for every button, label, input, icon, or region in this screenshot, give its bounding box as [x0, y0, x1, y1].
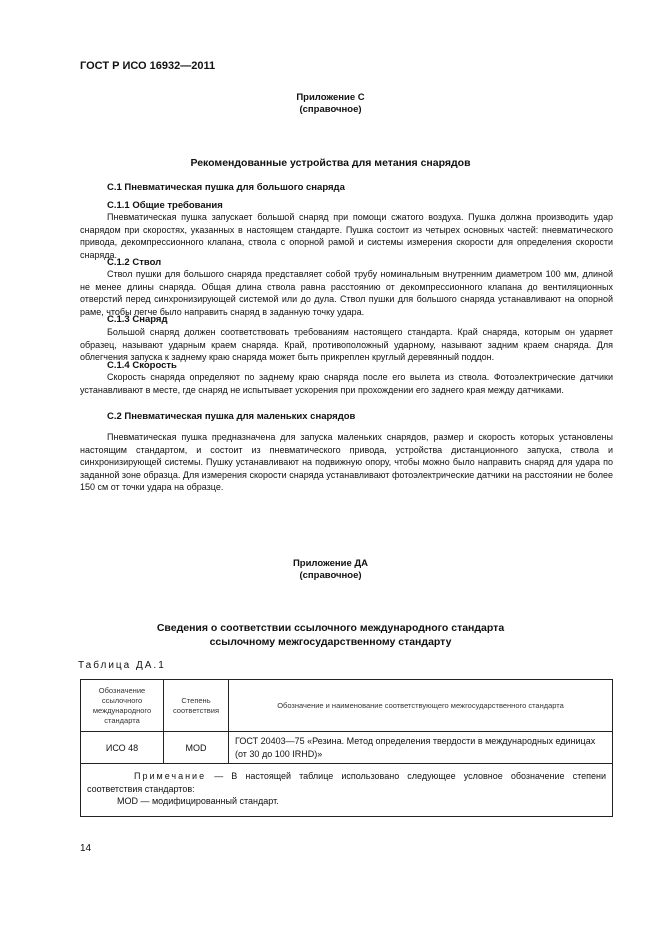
section-c2-text: Пневматическая пушка предназначена для запуска маленьких снарядов, размер и скорость которых установлены настоящим стандартом, и состоит из пневматического привода, устройства дистанционного запуска, ствола и синхронизирующей системы. Пушку устанавливают на подвижную опору, чтобы можно было направить снаряд для удара по заданной зоне образца. Для измерения скорости снаряда устанавливают фотоэлектрические датчики на расстоянии не более 150 см от точки удара на образце.	[80, 432, 613, 493]
header-international-standard: Обозначение ссылочного международного стандарта	[81, 680, 164, 732]
table-row	[81, 732, 613, 764]
section-c11-text: Пневматическая пушка запускает большой снаряд при помощи сжатого воздуха. Пушка должна производить удар снарядом при скоростях, указанных в настоящем стандарте. Пушка состоит из четырех основных частей: пневматического привода, декомпрессионного клапана, ствола с опорной рамой и системы измерения скорости для определения скорости снаряда.	[80, 212, 613, 260]
header-interstate-standard: Обозначение и наименование соответствующего межгосударственного стандарта	[229, 680, 613, 732]
header-degree: Степень соответствия	[164, 680, 229, 732]
table-note-row	[81, 764, 613, 817]
cell-gost: ГОСТ 20403—75 «Резина. Метод определения твердости в международных единицах (от 30 до 100 IRHD)»	[229, 732, 613, 764]
table-caption: Таблица ДА.1	[78, 660, 166, 671]
appendix-c-subtitle: (справочное)	[299, 104, 362, 115]
section-c11-title: С.1.1 Общие требования	[107, 200, 223, 211]
note-body: — В настоящей таблице использовано следующее условное обозначение степени соответствия стандартов:	[87, 771, 606, 794]
document-header: ГОСТ Р ИСО 16932—2011	[80, 60, 216, 72]
appendix-c-title: Приложение С	[296, 92, 365, 103]
section-c12-title: С.1.2 Ствол	[107, 257, 162, 268]
section-c13-title: С.1.3 Снаряд	[107, 314, 168, 325]
appendix-da-heading-line2: ссылочному межгосударственному стандарту	[209, 636, 452, 648]
table-header-row	[81, 680, 613, 732]
section-c14-title: С.1.4 Скорость	[107, 360, 177, 371]
appendix-da-heading-line1: Сведения о соответствии ссылочного международного стандарта	[156, 622, 505, 634]
correspondence-table	[80, 679, 613, 817]
section-c2-title: С.2 Пневматическая пушка для маленьких снарядов	[107, 411, 356, 422]
page-number: 14	[80, 843, 92, 854]
section-c14-text: Скорость снаряда определяют по заднему краю снаряда после его вылета из ствола. Фотоэлектрические датчики устанавливают в месте, где снаряд не испытывает ускорения при прохождении его заднего края между датчиками.	[80, 372, 613, 395]
section-c1-title: С.1 Пневматическая пушка для большого снаряда	[107, 182, 345, 193]
cell-iso: ИСО 48	[81, 732, 164, 764]
section-c13-text: Большой снаряд должен соответствовать требованиям настоящего стандарта. Край снаряда, которым он ударяет образец, называют ударным краем снаряда. Край, противоположный ударному, называют задним краем снаряда. Для облегчения запуска к заднему краю снаряда может быть прикреплен круглый деревянный поддон.	[80, 327, 613, 363]
section-c12-text: Ствол пушки для большого снаряда представляет собой трубу номинальным внутренним диаметром 100 мм, длиной не менее длины снаряда. Общая длина ствола равна расстоянию от декомпрессионного клапана до вентиляционных отверстий перед синхронизирующей системой или до дула. Ствол пушки для большого снаряда устанавливают на опорной раме, чтобы легче было направить снаряд в заданную точку удара.	[80, 269, 613, 317]
table-note	[81, 764, 613, 817]
note-mod: MOD — модифицированный стандарт.	[117, 796, 279, 807]
cell-degree: MOD	[164, 732, 229, 764]
note-label: Примечание	[134, 771, 207, 781]
appendix-c-heading: Рекомендованные устройства для метания снарядов	[190, 157, 471, 169]
appendix-da-title: Приложение ДА	[292, 558, 369, 569]
note-text	[87, 770, 606, 795]
appendix-da-subtitle: (справочное)	[299, 570, 362, 581]
